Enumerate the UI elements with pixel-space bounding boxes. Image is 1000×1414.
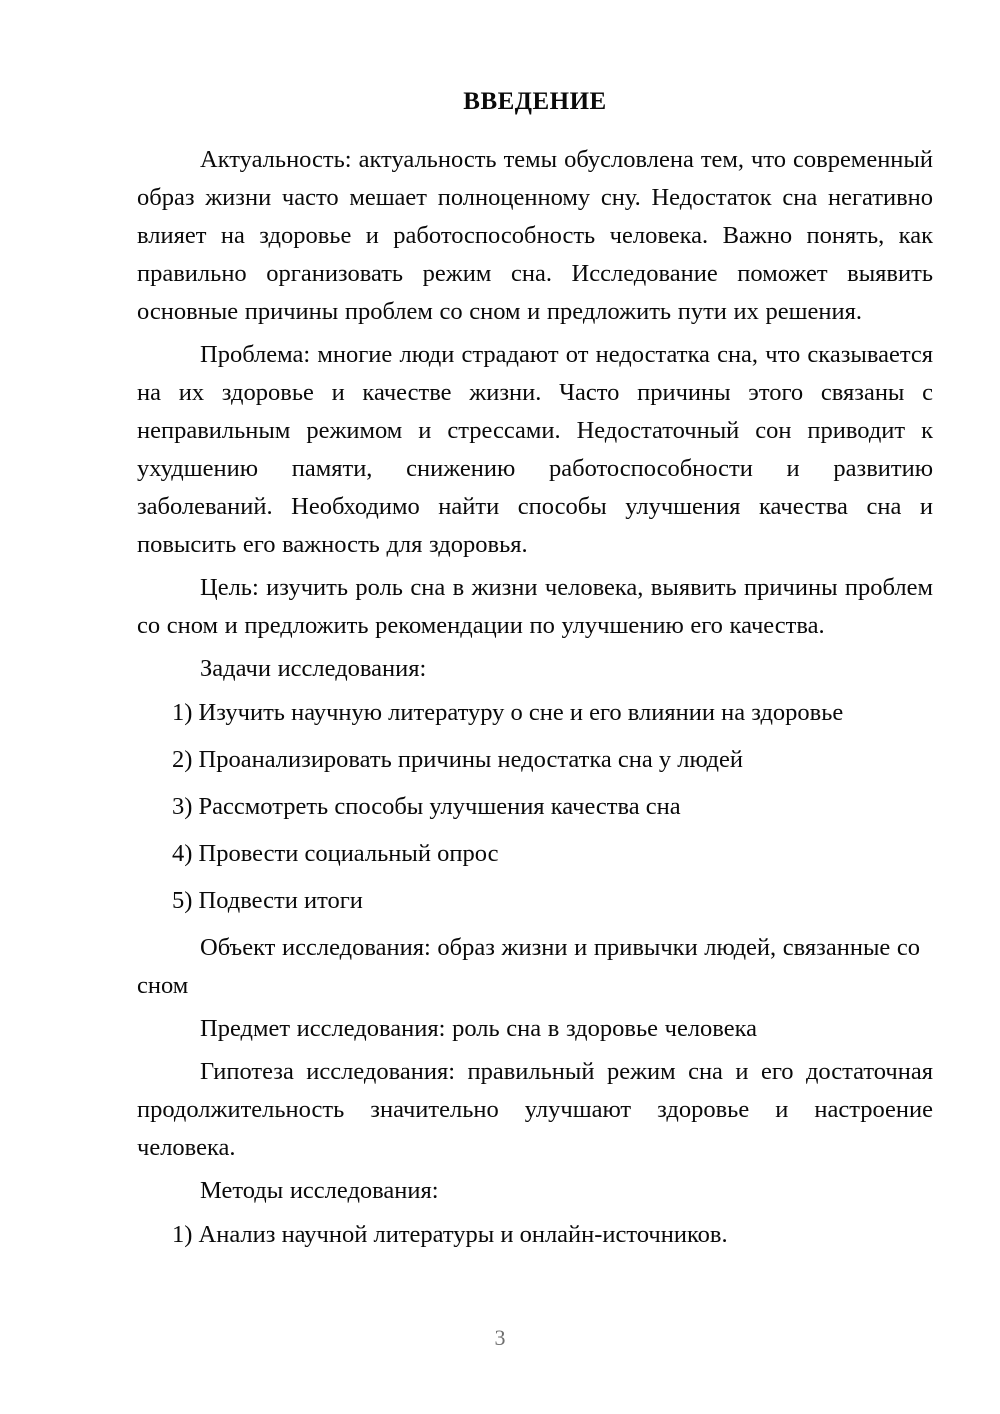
tasks-label: Задачи исследования: <box>200 654 427 682</box>
page-content <box>137 86 933 1263</box>
methods-list <box>137 1216 933 1254</box>
paragraph-object: Объект исследования: образ жизни и привычки людей, связанные со сном <box>137 933 921 999</box>
page-number: 3 <box>494 1325 506 1350</box>
paragraph-subject: Предмет исследования: роль сна в здоровье человека <box>200 1014 758 1042</box>
list-item: 3) Рассмотреть способы улучшения качества сна <box>172 792 681 820</box>
list-item: 4) Провести социальный опрос <box>172 839 499 867</box>
list-item: 1) Анализ научной литературы и онлайн-источников. <box>172 1220 728 1248</box>
page-title: ВВЕДЕНИЕ <box>463 88 607 115</box>
list-item: 2) Проанализировать причины недостатка сна у людей <box>172 745 743 773</box>
paragraph-relevance: Актуальность: актуальность темы обусловлена тем, что современный образ жизни часто мешает полноценному сну. Недостаток сна негативно влияет на здоровье и работоспособность человека. Важно понять, как правильно организовать режим сна. Исследование поможет выявить основные причины проблем со сном и предложить пути их решения. <box>137 145 933 325</box>
list-item: 5) Подвести итоги <box>172 886 363 914</box>
paragraph-hypothesis: Гипотеза исследования: правильный режим сна и его достаточная продолжительность значительно улучшают здоровье и настроение человека. <box>137 1057 933 1161</box>
methods-label: Методы исследования: <box>200 1176 439 1204</box>
list-item: 1) Изучить научную литературу о сне и его влиянии на здоровье <box>172 698 844 726</box>
paragraph-goal: Цель: изучить роль сна в жизни человека, выявить причины проблем со сном и предложить рекомендации по улучшению его качества. <box>137 573 933 639</box>
paragraph-problem: Проблема: многие люди страдают от недостатка сна, что сказывается на их здоровье и качестве жизни. Часто причины этого связаны с неправильным режимом и стрессами. Недостаточный сон приводит к ухудшению памяти, снижению работоспособности и развитию заболеваний. Необходимо найти способы улучшения качества сна и повысить его важность для здоровья. <box>137 340 933 558</box>
tasks-list <box>137 694 933 920</box>
